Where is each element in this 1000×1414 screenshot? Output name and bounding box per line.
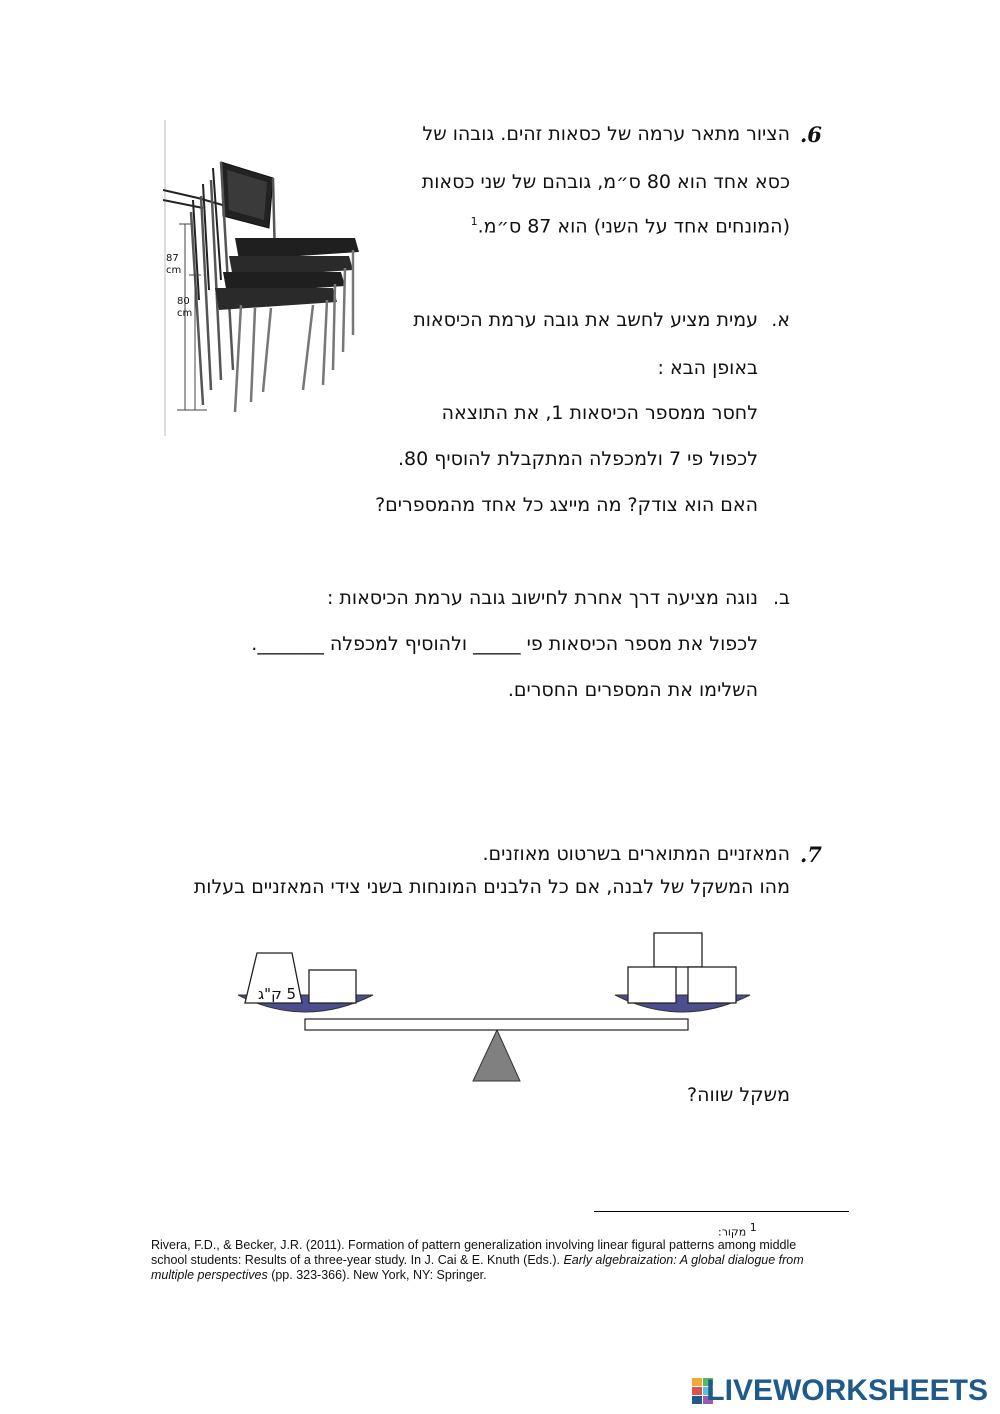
q6b-line-1: נוגה מציעה דרך אחרת לחישוב גובה ערמת הכיסאות : xyxy=(326,587,758,609)
q7-line-2: מהו המשקל של לבנה, אם כל הלבנים המונחות בשני צידי המאזניים בעלות xyxy=(193,876,790,898)
q6a-line-1: עמית מציע לחשב את גובה ערמת הכיסאות xyxy=(413,309,758,331)
balance-beam xyxy=(305,1019,688,1030)
q6-part-a-letter: א. xyxy=(771,309,790,331)
footnote-divider xyxy=(594,1211,849,1212)
right-brick-right xyxy=(688,967,736,1003)
question-7-number: .7 xyxy=(800,842,822,867)
q6b-line-3: השלימו את המספרים החסרים. xyxy=(507,679,758,701)
height-80-label: 80 cm xyxy=(177,296,193,319)
weight-5kg-label: 5 ק"ג xyxy=(258,985,297,1003)
fulcrum xyxy=(473,1030,520,1081)
footnote-book-title: Early algebraization: A global dialogue from multiple perspectives xyxy=(151,1253,804,1282)
q6-part-b-letter: ב. xyxy=(772,587,790,609)
balance-scale-diagram xyxy=(230,925,770,1090)
q6a-line-5: האם הוא צודק? מה מייצג כל אחד מהמספרים? xyxy=(375,494,758,516)
q6-line-2: כסא אחד הוא 80 ס״מ, גובהם של שני כסאות xyxy=(421,171,790,193)
q6a-line-4: לכפול פי 7 ולמכפלה המתקבלת להוסיף 80. xyxy=(397,448,758,470)
chair-stack-illustration xyxy=(163,120,363,438)
liveworksheets-brand[interactable]: LIVEWORKSHEETS xyxy=(706,1374,988,1407)
right-brick-top xyxy=(654,933,702,967)
q6-line-3: (המונחים אחד על השני) הוא 87 ס״מ.$^1$ xyxy=(470,215,790,238)
q6a-line-3: לחסר ממספר הכיסאות 1, את התוצאה xyxy=(441,402,758,424)
height-87-label: 87 cm xyxy=(166,253,182,276)
question-6-number: .6 xyxy=(800,122,822,147)
footnote-source-label: $^1$ מקור: xyxy=(718,1221,757,1239)
q6-line-1: הציור מתאר ערמה של כסאות זהים. גובהו של xyxy=(422,123,790,145)
q6a-line-2: באופן הבא : xyxy=(657,357,758,379)
footnote-citation: Rivera, F.D., & Becker, J.R. (2011). Formation of pattern generalization involving linear figural patterns among middle school students: Results of a three-year study. In J. Cai & E. Knuth (Eds.). Early algebraization: A global dialogue from multiple perspectives (pp. 323-366). New York, NY: Springer. xyxy=(151,1238,804,1282)
q7-line-3: משקל שווה? xyxy=(687,1084,790,1106)
left-brick xyxy=(309,970,356,1003)
right-brick-left xyxy=(628,967,676,1003)
q7-line-1: המאזניים המתוארים בשרטוט מאוזנים. xyxy=(482,843,790,865)
footnote-ref: 1 xyxy=(470,215,478,228)
q6b-line-2[interactable]: לכפול את מספר הכיסאות פי _____ ולהוסיף למכפלה _______. xyxy=(251,633,758,655)
